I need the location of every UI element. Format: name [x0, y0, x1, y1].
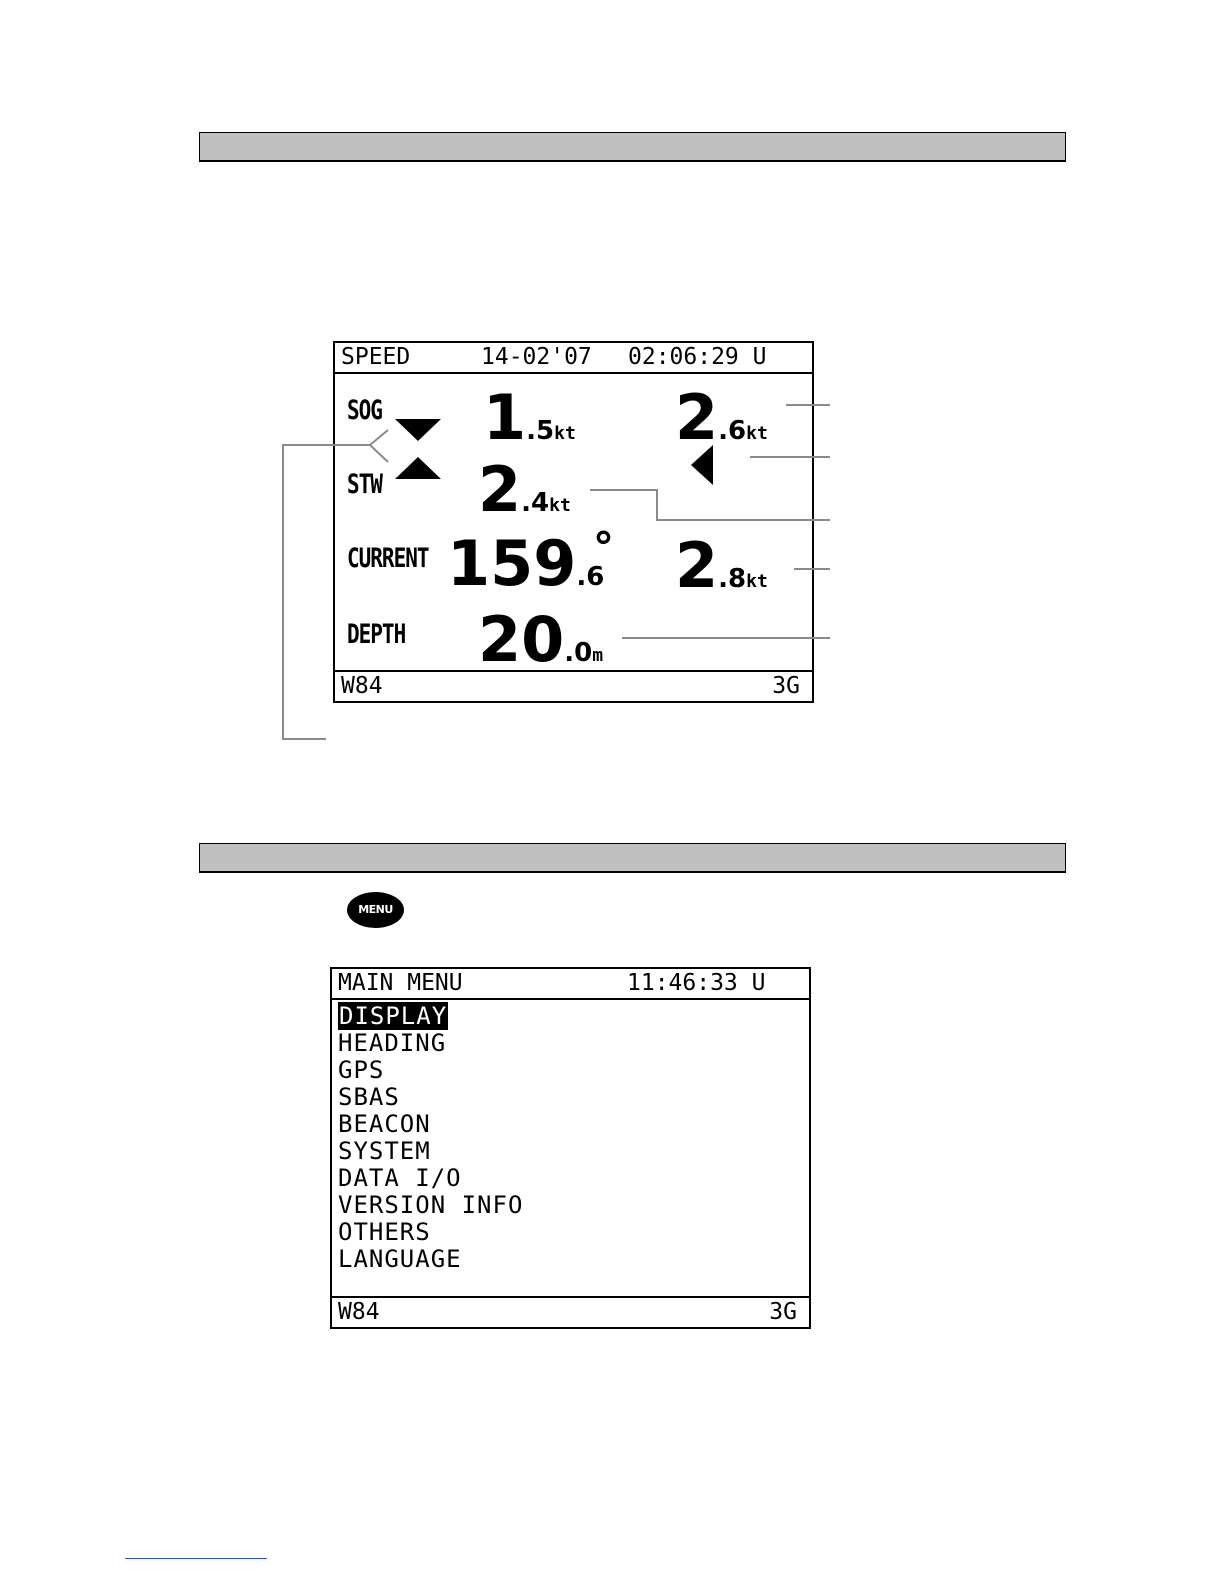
- current-dir-dec: .6: [576, 562, 605, 592]
- menu-footer: [332, 1296, 809, 1327]
- menu-time: 11:46:33 U: [627, 970, 766, 996]
- depth-label: DEPTH: [347, 619, 406, 649]
- current-speed-unit: kt: [746, 571, 768, 592]
- menu-item-others[interactable]: OTHERS: [338, 1218, 431, 1246]
- speed-title: SPEED: [341, 344, 411, 370]
- current-label: CURRENT: [347, 543, 429, 573]
- speed-date: 14-02'07: [481, 344, 592, 370]
- footnote-rule: [125, 1558, 267, 1559]
- speed-time: 02:06:29 U: [628, 344, 767, 370]
- menu-item-version-info[interactable]: VERSION INFO: [338, 1191, 524, 1219]
- menu-item-gps[interactable]: GPS: [338, 1056, 385, 1084]
- main-menu-list: [338, 1003, 523, 1273]
- menu-item-beacon[interactable]: BEACON: [338, 1110, 431, 1138]
- menu-item-heading[interactable]: HEADING: [338, 1029, 447, 1057]
- menu-footer-datum: W84: [338, 1299, 380, 1325]
- current-dir-int: 159: [447, 527, 577, 600]
- callout-line-triangle-stw: [370, 445, 388, 462]
- stw-unit: kt: [549, 495, 571, 516]
- menu-item-display[interactable]: DISPLAY: [339, 1002, 448, 1030]
- stw-label: STW: [347, 469, 382, 499]
- depth-unit: m: [592, 645, 604, 666]
- menu-item-language[interactable]: LANGUAGE: [338, 1245, 462, 1273]
- menu-item-data-io[interactable]: DATA I/O: [338, 1164, 462, 1192]
- depth-value-dec: .0: [564, 638, 593, 668]
- menu-header: [332, 969, 809, 1000]
- speed-footer-datum: W84: [341, 673, 383, 699]
- depth-value-int: 20: [478, 603, 565, 676]
- sog-unit: kt: [554, 423, 576, 444]
- sog-right-int: 2: [675, 381, 719, 454]
- current-speed-dec: .8: [718, 564, 747, 594]
- sog-label: SOG: [347, 395, 382, 425]
- menu-key-icon[interactable]: MENU: [347, 892, 404, 928]
- current-speed-int: 2: [675, 529, 719, 602]
- sog-right-dec: .6: [718, 416, 747, 446]
- current-dir-degree: °: [593, 523, 614, 572]
- main-menu-screen: [330, 967, 811, 1329]
- menu-item-sbas[interactable]: SBAS: [338, 1083, 400, 1111]
- section-header-bar-2: [199, 843, 1066, 873]
- sog-value-int: 1: [483, 381, 527, 454]
- speed-footer-fix: 3G: [772, 673, 800, 699]
- sog-value-dec: .5: [526, 416, 555, 446]
- callout-line-stw: [590, 490, 830, 520]
- stw-value-dec: .4: [521, 488, 550, 518]
- menu-title: MAIN MENU: [338, 970, 463, 996]
- sog-right-unit: kt: [746, 423, 768, 444]
- callout-line-triangle-sog: [370, 430, 388, 445]
- stw-value-int: 2: [478, 453, 522, 526]
- callout-line-triangles: [283, 445, 370, 739]
- menu-item-system[interactable]: SYSTEM: [338, 1137, 431, 1165]
- menu-footer-fix: 3G: [769, 1299, 797, 1325]
